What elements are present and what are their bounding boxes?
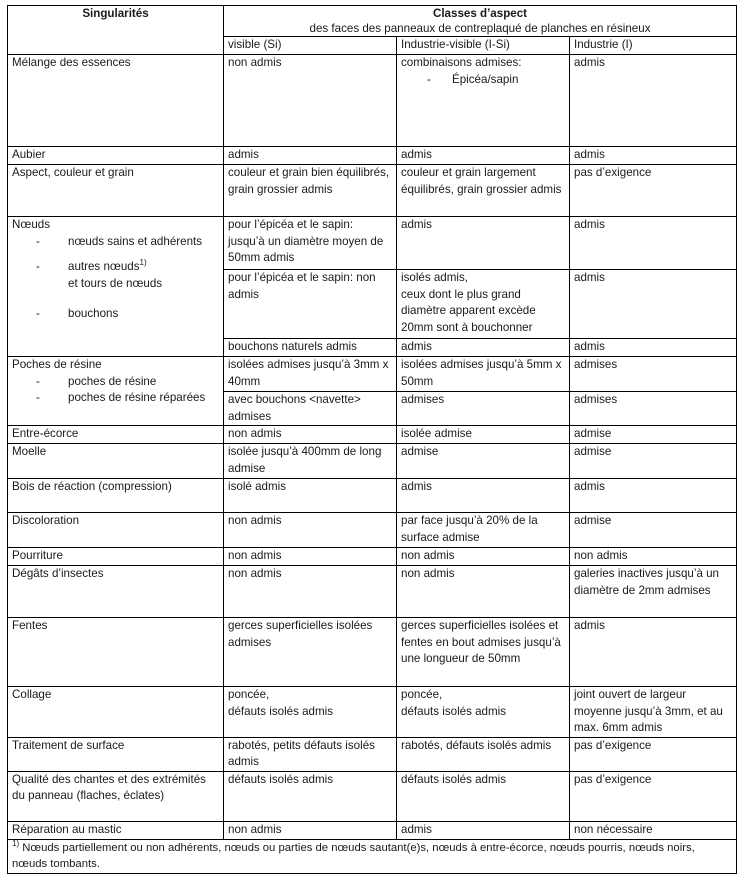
row-label-poches xyxy=(8,357,224,426)
cell-i: joint ouvert de largeur moyenne jusqu’à 3mm, et au max. 6mm admis xyxy=(570,687,737,738)
row-label: Discoloration xyxy=(8,513,224,548)
dash-bullet: - xyxy=(427,72,431,86)
cell-text: combinaisons admises: xyxy=(401,56,522,69)
table-row xyxy=(8,165,737,217)
cell-si: bouchons naturels admis xyxy=(224,339,397,357)
cell-si: pour l’épicéa et le sapin: jusqu’à un diamètre moyen de 50mm admis xyxy=(224,217,397,270)
cell-isi xyxy=(397,687,570,738)
table-row xyxy=(8,444,737,479)
header-class-si: visible (Si) xyxy=(224,37,397,55)
cell-isi: admis xyxy=(397,339,570,357)
spacer xyxy=(12,250,219,259)
dash-bullet: - xyxy=(36,307,40,320)
table-row xyxy=(8,566,737,618)
row-label-noeuds xyxy=(8,217,224,357)
row-label: Aubier xyxy=(8,147,224,165)
cell-i: admis xyxy=(570,618,737,687)
cell-isi: couleur et grain largement équilibrés, grain grossier admis xyxy=(397,165,570,217)
cell-i: admise xyxy=(570,513,737,548)
sub-item-text: autres nœuds xyxy=(68,260,140,273)
cell-si: admis xyxy=(224,147,397,165)
dash-bullet: - xyxy=(36,260,40,273)
row-label: Aspect, couleur et grain xyxy=(8,165,224,217)
table-row xyxy=(8,426,737,444)
cell-text: défauts isolés admis xyxy=(401,704,507,718)
row-label: Pourriture xyxy=(8,548,224,566)
row-label: Nœuds xyxy=(12,218,51,231)
cell-i: non admis xyxy=(570,548,737,566)
cell-si xyxy=(224,687,397,738)
cell-isi: isolée admise xyxy=(397,426,570,444)
footnote-text: Nœuds partiellement ou non adhérents, nœuds ou parties de nœuds sautant(e)s, nœuds à entre-écorce, nœuds pourris, nœuds noirs, nœuds tombants. xyxy=(12,841,695,870)
table-row xyxy=(8,618,737,687)
sub-item xyxy=(12,306,219,323)
cell-i: pas d’exigence xyxy=(570,737,737,771)
row-label: Fentes xyxy=(8,618,224,687)
cell-text: poncée, xyxy=(228,688,270,701)
cell-si: isolé admis xyxy=(224,479,397,513)
table-row xyxy=(8,147,737,165)
cell-isi: admises xyxy=(397,392,570,426)
cell-isi: non admis xyxy=(397,566,570,618)
footnote-ref: 1) xyxy=(139,258,147,268)
cell-si: rabotés, petits défauts isolés admis xyxy=(224,737,397,771)
sub-item-text: poches de résine réparées xyxy=(68,391,206,404)
sub-item xyxy=(12,234,219,251)
footnote xyxy=(8,839,737,873)
cell-text: poncée, xyxy=(401,688,443,701)
cell-i: admis xyxy=(570,270,737,339)
cell-i: admis xyxy=(570,147,737,165)
cell-si: gerces superficielles isolées admises xyxy=(224,618,397,687)
cell-isi: admise xyxy=(397,444,570,479)
cell-isi: non admis xyxy=(397,548,570,566)
footnote-marker: 1) xyxy=(12,839,20,848)
cell-si: non admis xyxy=(224,821,397,839)
table-row xyxy=(8,357,737,392)
row-label: Poches de résine xyxy=(12,358,102,371)
cell-i: admis xyxy=(570,55,737,147)
header-subtitle: des faces des panneaux de contreplaqué de planches en résineux xyxy=(309,22,651,35)
list-item xyxy=(401,72,565,89)
sub-item xyxy=(12,374,219,391)
row-label: Traitement de surface xyxy=(8,737,224,771)
list-item-text: Épicéa/sapin xyxy=(452,72,519,86)
cell-si: non admis xyxy=(224,55,397,147)
row-label: Entre-écorce xyxy=(8,426,224,444)
sub-item-text: nœuds sains et adhérents xyxy=(68,234,203,248)
cell-isi: défauts isolés admis xyxy=(397,771,570,821)
table-row xyxy=(8,479,737,513)
cell-isi: gerces superficielles isolées et fentes en bout admises jusqu’à une longueur de 50mm xyxy=(397,618,570,687)
cell-si: isolées admises jusqu’à 3mm x 40mm xyxy=(224,357,397,392)
cell-isi: admis xyxy=(397,147,570,165)
table-row xyxy=(8,737,737,771)
table-row xyxy=(8,687,737,738)
cell-i: galeries inactives jusqu’à un diamètre de 2mm admises xyxy=(570,566,737,618)
cell-si: pour l’épicéa et le sapin: non admis xyxy=(224,270,397,339)
cell-isi: isolées admises jusqu’à 5mm x 50mm xyxy=(397,357,570,392)
row-label: Collage xyxy=(8,687,224,738)
cell-text: isolés admis, xyxy=(401,271,469,284)
row-label: Dégâts d’insectes xyxy=(8,566,224,618)
table-row xyxy=(8,771,737,821)
sub-item xyxy=(12,259,219,292)
aspect-classes-table xyxy=(7,5,737,874)
cell-si: isolée jusqu’à 400mm de long admise xyxy=(224,444,397,479)
row-label: Mélange des essences xyxy=(8,55,224,147)
header-class-isi: Industrie-visible (I-Si) xyxy=(397,37,570,55)
table-row xyxy=(8,548,737,566)
dash-bullet: - xyxy=(36,391,40,404)
cell-i: admise xyxy=(570,444,737,479)
dash-bullet: - xyxy=(36,374,40,388)
header-class-i: Industrie (I) xyxy=(570,37,737,55)
cell-si: défauts isolés admis xyxy=(224,771,397,821)
sub-item-text: et tours de nœuds xyxy=(68,276,163,290)
cell-si: non admis xyxy=(224,566,397,618)
row-label: Qualité des chantes et des extrémités du panneau (flaches, éclates) xyxy=(8,771,224,821)
cell-i: admis xyxy=(570,479,737,513)
cell-isi: rabotés, défauts isolés admis xyxy=(397,737,570,771)
table-row xyxy=(8,821,737,839)
footnote-row xyxy=(8,839,737,873)
cell-i: admises xyxy=(570,392,737,426)
header-title: Classes d’aspect xyxy=(432,7,528,20)
cell-i: admis xyxy=(570,217,737,270)
cell-isi: admis xyxy=(397,217,570,270)
cell-i: admis xyxy=(570,339,737,357)
cell-isi xyxy=(397,55,570,147)
dash-bullet: - xyxy=(36,234,40,248)
header-classes-cell xyxy=(224,6,737,37)
cell-text: défauts isolés admis xyxy=(228,704,334,718)
cell-text: ceux dont le plus grand diamètre apparent excède 20mm sont à bouchonner xyxy=(401,287,536,334)
cell-si: avec bouchons <navette> admises xyxy=(224,392,397,426)
row-label: Bois de réaction (compression) xyxy=(8,479,224,513)
header-singularites: Singularités xyxy=(8,6,224,55)
cell-si: non admis xyxy=(224,426,397,444)
row-label: Réparation au mastic xyxy=(8,821,224,839)
cell-si: couleur et grain bien équilibrés, grain grossier admis xyxy=(224,165,397,217)
cell-i: admises xyxy=(570,357,737,392)
table-row xyxy=(8,513,737,548)
sub-item-text: poches de résine xyxy=(68,374,157,388)
table-row xyxy=(8,55,737,147)
row-label: Moelle xyxy=(8,444,224,479)
cell-si: non admis xyxy=(224,513,397,548)
cell-i: admise xyxy=(570,426,737,444)
cell-isi: admis xyxy=(397,479,570,513)
cell-isi xyxy=(397,270,570,339)
sub-item-text: bouchons xyxy=(68,307,119,320)
cell-si: non admis xyxy=(224,548,397,566)
cell-i: pas d’exigence xyxy=(570,165,737,217)
cell-isi: par face jusqu’à 20% de la surface admise xyxy=(397,513,570,548)
spacer xyxy=(12,292,219,306)
sub-item xyxy=(12,390,219,407)
cell-i: non nécessaire xyxy=(570,821,737,839)
cell-i: pas d’exigence xyxy=(570,771,737,821)
cell-isi: admis xyxy=(397,821,570,839)
table-row xyxy=(8,217,737,270)
